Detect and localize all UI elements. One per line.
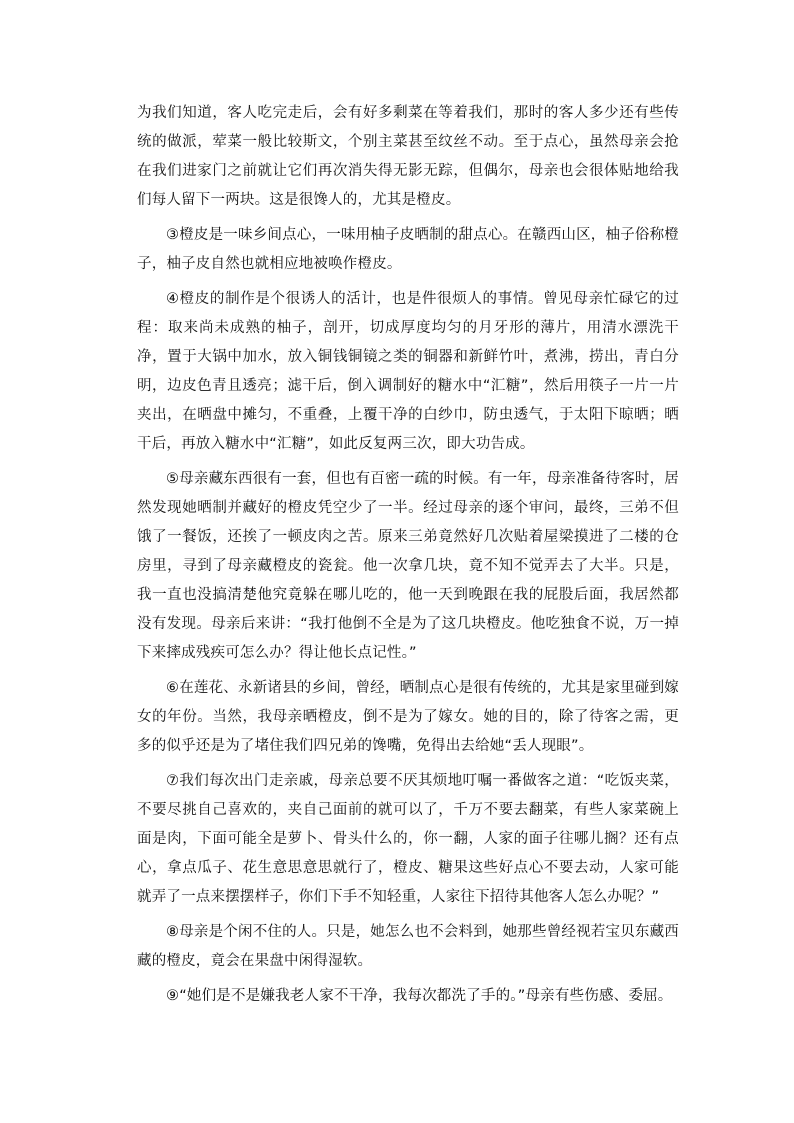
paragraph-8: ⑧母亲是个闲不住的人。只是，她怎么也不会料到，她那些曾经视若宝贝东藏西藏的橙皮，竟会在果盘中闲得湿软。 [137, 924, 679, 969]
article-body [137, 99, 679, 1017]
paragraph-9: ⑨“她们是不是嫌我老人家不干净，我每次都洗了手的。”母亲有些伤感、委屈。 [166, 988, 673, 1004]
paragraph-4: ④橙皮的制作是个很诱人的活计，也是件很烦人的事情。曾见母亲忙碌它的过程：取来尚未成熟的柚子，剖开，切成厚度均匀的月牙形的薄片，用清水漂洗干净，置于大锅中加水，放入铜钱铜镜之类的铜器和新鲜竹叶，煮沸，捞出，青白分明，边皮色青且透亮；滤干后，倒入调制好的糖水中“汇糖”，然后用筷子一片一片夹出，在晒盘中摊匀，不重叠，上覆干净的白纱巾，防虫透气，于太阳下晾晒；晒干后，再放入糖水中“汇糖”，如此反复两三次，即大功告成。 [137, 291, 679, 452]
paragraph-6: ⑥在莲花、永新诸县的乡间，曾经，晒制点心是很有传统的，尤其是家里碰到嫁女的年份。当然，我母亲晒橙皮，倒不是为了嫁女。她的目的，除了待客之需，更多的似乎还是为了堵住我们四兄弟的馋嘴，免得出去给她“丢人现眼”。 [137, 680, 679, 754]
paragraph-3: ③橙皮是一味乡间点心，一味用柚子皮晒制的甜点心。在赣西山区，柚子俗称橙子，柚子皮自然也就相应地被唤作橙皮。 [137, 227, 679, 272]
paragraph-5: ⑤母亲藏东西很有一套，但也有百密一疏的时候。有一年，母亲准备待客时，居然发现她晒制并藏好的橙皮凭空少了一半。经过母亲的逐个审问，最终，三弟不但饿了一餐饭，还挨了一顿皮肉之苦。原来三弟竟然好几次贴着屋梁摸进了二楼的仓房里，寻到了母亲藏橙皮的瓷瓮。他一次拿几块，竟不知不觉弄去了大半。只是，我一直也没搞清楚他究竟躲在哪儿吃的，他一天到晚跟在我的屁股后面，我居然都没有发现。母亲后来讲：“我打他倒不全是为了这几块橙皮。他吃独食不说，万一掉下来摔成残疾可怎么办？得让他长点记性。” [137, 471, 679, 661]
paragraph-7: ⑦我们每次出门走亲戚，母亲总要不厌其烦地叮嘱一番做客之道：“吃饭夹菜，不要尽挑自己喜欢的，夹自己面前的就可以了，千万不要去翻菜，有些人家菜碗上面是肉，下面可能全是萝卜、骨头什么的，你一翻，人家的面子往哪儿搁？还有点心，拿点瓜子、花生意思意思就行了，橙皮、糖果这些好点心不要去动，人家可能就弄了一点来摆摆样子，你们下手不知轻重，人家往下招待其他客人怎么办呢？” [137, 773, 679, 905]
paragraph-continuation: 为我们知道，客人吃完走后，会有好多剩菜在等着我们，那时的客人多少还有些传统的做派，荤菜一般比较斯文，个别主菜甚至纹丝不动。至于点心，虽然母亲会抢在我们进家门之前就让它们再次消失得无影无踪，但偶尔，母亲也会很体贴地给我们每人留下一两块。这是很馋人的，尤其是橙皮。 [137, 105, 679, 208]
